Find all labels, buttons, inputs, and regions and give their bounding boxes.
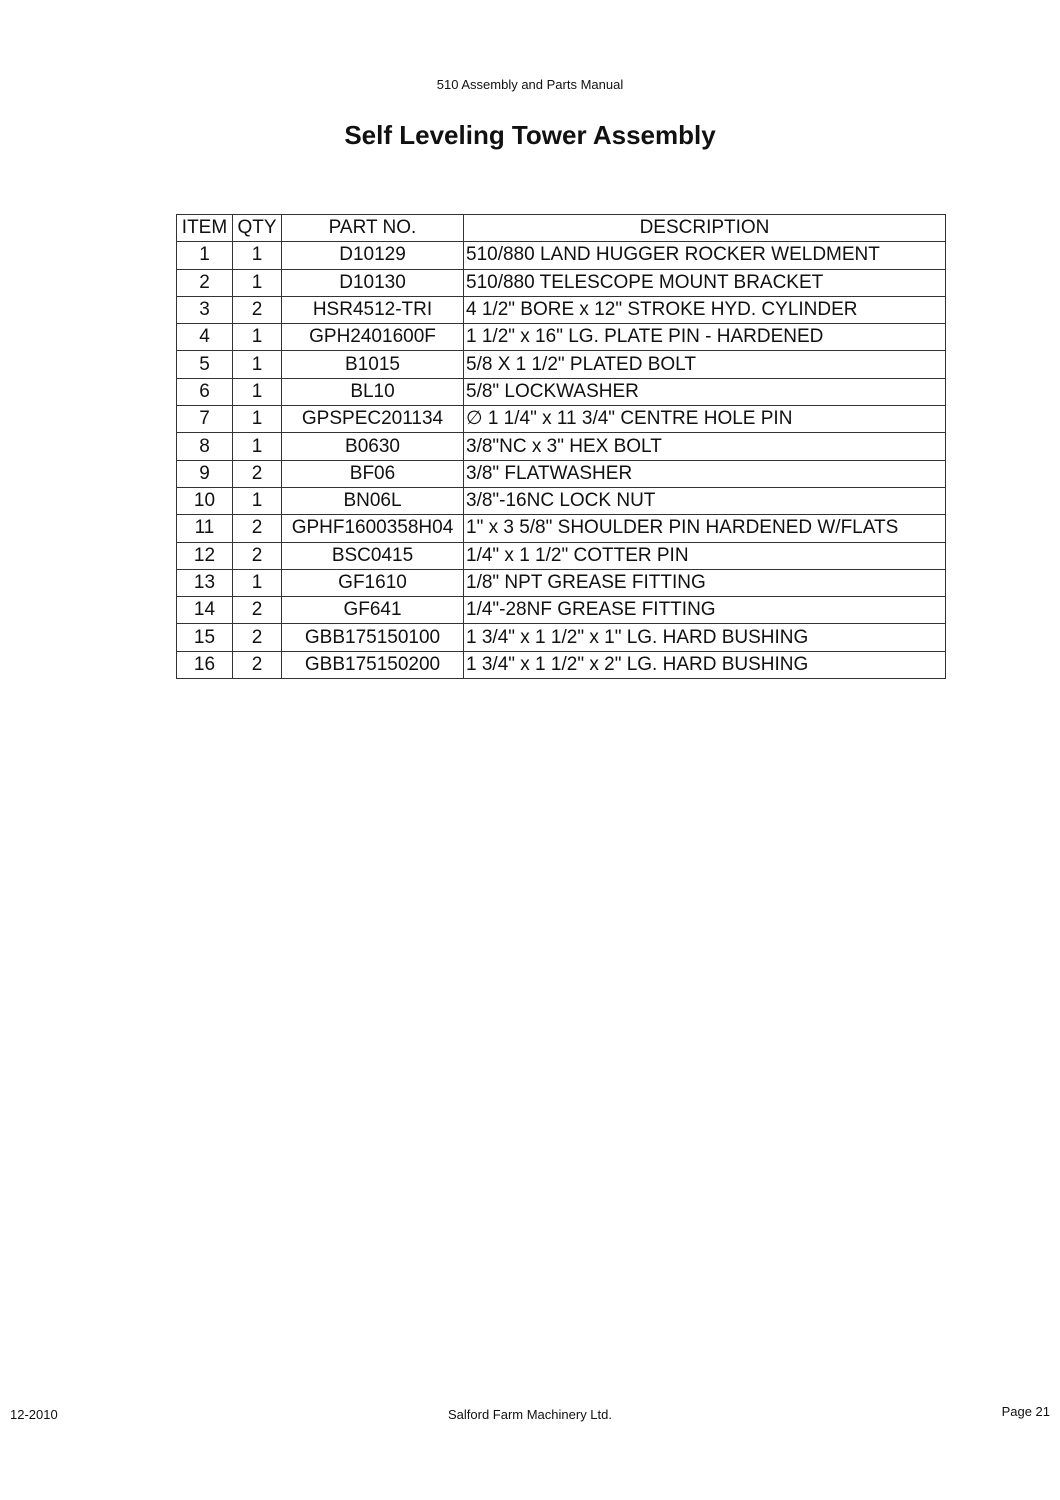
part-no-cell: BN06L (282, 487, 464, 514)
item-cell: 12 (177, 542, 233, 569)
part-no-cell: B0630 (282, 433, 464, 460)
parts-table (176, 214, 946, 679)
manual-header: 510 Assembly and Parts Manual (436, 77, 624, 92)
table-row (177, 624, 946, 651)
qty-cell: 2 (233, 460, 282, 487)
footer-company: Salford Farm Machinery Ltd. (447, 1407, 612, 1422)
table-row (177, 460, 946, 487)
qty-cell: 2 (233, 597, 282, 624)
part-no-cell: GF641 (282, 597, 464, 624)
part-no-cell: BL10 (282, 378, 464, 405)
description-cell: 1 3/4" x 1 1/2" x 2" LG. HARD BUSHING (464, 651, 946, 678)
description-cell: 5/8" LOCKWASHER (464, 378, 946, 405)
column-header-part-no: PART NO. (282, 215, 464, 242)
part-no-cell: D10130 (282, 269, 464, 296)
item-cell: 8 (177, 433, 233, 460)
qty-cell: 2 (233, 624, 282, 651)
qty-cell: 1 (233, 406, 282, 433)
part-no-cell: GBB175150100 (282, 624, 464, 651)
table-row (177, 515, 946, 542)
table-row (177, 487, 946, 514)
description-cell: 1/4" x 1 1/2" COTTER PIN (464, 542, 946, 569)
part-no-cell: GF1610 (282, 569, 464, 596)
description-cell: 3/8"NC x 3" HEX BOLT (464, 433, 946, 460)
description-cell: ∅ 1 1/4" x 11 3/4" CENTRE HOLE PIN (464, 406, 946, 433)
qty-cell: 1 (233, 378, 282, 405)
qty-cell: 2 (233, 651, 282, 678)
footer-date: 12-2010 (10, 1407, 58, 1422)
description-cell: 1" x 3 5/8" SHOULDER PIN HARDENED W/FLATS (464, 515, 946, 542)
item-cell: 1 (177, 242, 233, 269)
page-number: Page 21 (1001, 1404, 1050, 1419)
table-row (177, 242, 946, 269)
description-cell: 510/880 TELESCOPE MOUNT BRACKET (464, 269, 946, 296)
table-row (177, 569, 946, 596)
description-cell: 5/8 X 1 1/2" PLATED BOLT (464, 351, 946, 378)
item-cell: 9 (177, 460, 233, 487)
description-cell: 1 1/2" x 16" LG. PLATE PIN - HARDENED (464, 324, 946, 351)
description-cell: 1/4"-28NF GREASE FITTING (464, 597, 946, 624)
table-row (177, 296, 946, 323)
table-row (177, 378, 946, 405)
page-title: Self Leveling Tower Assembly (344, 120, 716, 150)
qty-cell: 2 (233, 515, 282, 542)
part-no-cell: GBB175150200 (282, 651, 464, 678)
part-no-cell: BF06 (282, 460, 464, 487)
item-cell: 10 (177, 487, 233, 514)
qty-cell: 1 (233, 487, 282, 514)
item-cell: 16 (177, 651, 233, 678)
column-header-item: ITEM (177, 215, 233, 242)
description-cell: 1/8" NPT GREASE FITTING (464, 569, 946, 596)
table-row (177, 324, 946, 351)
table-row (177, 406, 946, 433)
part-no-cell: GPSPEC201134 (282, 406, 464, 433)
table-header-row (177, 215, 946, 242)
qty-cell: 1 (233, 351, 282, 378)
qty-cell: 1 (233, 324, 282, 351)
qty-cell: 1 (233, 242, 282, 269)
description-cell: 4 1/2" BORE x 12" STROKE HYD. CYLINDER (464, 296, 946, 323)
qty-cell: 2 (233, 542, 282, 569)
item-cell: 4 (177, 324, 233, 351)
column-header-qty: QTY (233, 215, 282, 242)
qty-cell: 1 (233, 269, 282, 296)
description-cell: 1 3/4" x 1 1/2" x 1" LG. HARD BUSHING (464, 624, 946, 651)
item-cell: 3 (177, 296, 233, 323)
item-cell: 15 (177, 624, 233, 651)
item-cell: 5 (177, 351, 233, 378)
part-no-cell: GPHF1600358H04 (282, 515, 464, 542)
part-no-cell: D10129 (282, 242, 464, 269)
table-row (177, 542, 946, 569)
part-no-cell: GPH2401600F (282, 324, 464, 351)
description-cell: 3/8" FLATWASHER (464, 460, 946, 487)
description-cell: 3/8"-16NC LOCK NUT (464, 487, 946, 514)
qty-cell: 1 (233, 569, 282, 596)
part-no-cell: BSC0415 (282, 542, 464, 569)
qty-cell: 2 (233, 296, 282, 323)
item-cell: 6 (177, 378, 233, 405)
table-row (177, 269, 946, 296)
item-cell: 2 (177, 269, 233, 296)
item-cell: 11 (177, 515, 233, 542)
table-row (177, 433, 946, 460)
part-no-cell: B1015 (282, 351, 464, 378)
item-cell: 7 (177, 406, 233, 433)
table-row (177, 651, 946, 678)
item-cell: 13 (177, 569, 233, 596)
column-header-description: DESCRIPTION (464, 215, 946, 242)
item-cell: 14 (177, 597, 233, 624)
description-cell: 510/880 LAND HUGGER ROCKER WELDMENT (464, 242, 946, 269)
qty-cell: 1 (233, 433, 282, 460)
table-row (177, 351, 946, 378)
part-no-cell: HSR4512-TRI (282, 296, 464, 323)
table-row (177, 597, 946, 624)
